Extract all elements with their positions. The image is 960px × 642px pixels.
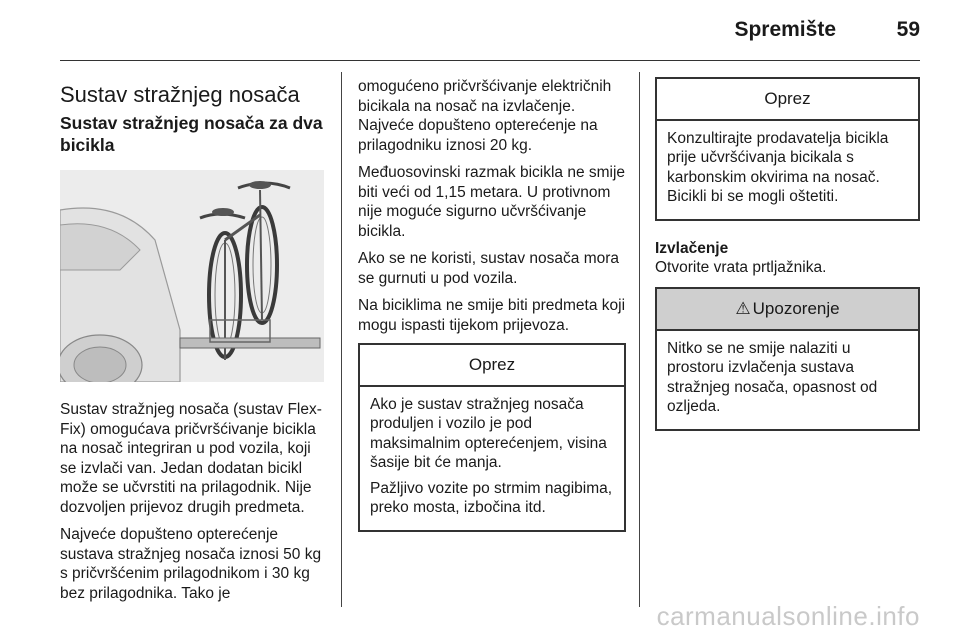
bike-carrier-illustration [60, 170, 324, 382]
chapter-title: Spremište [734, 18, 836, 41]
column-divider [639, 72, 640, 607]
column-divider [341, 72, 342, 607]
warning-title: Upozorenje [752, 299, 840, 318]
warning-body [657, 331, 918, 429]
column-1 [60, 68, 328, 611]
page-number: 59 [896, 18, 920, 41]
page-header [0, 0, 960, 60]
caution-body [360, 387, 624, 530]
caution-text: Pažljivo vozite po strmim nagibima, preko mosta, izbočina itd. [370, 479, 613, 516]
column-3 [655, 77, 920, 449]
caution-title: Oprez [360, 345, 624, 387]
warning-header [657, 289, 918, 331]
watermark: carmanualsonline.info [656, 601, 920, 631]
caution-box [655, 77, 920, 221]
paragraph: Na biciklima ne smije biti predmeta koji mogu ispasti tijekom prijevoza. [358, 297, 626, 334]
paragraph: Najveće dopušteno opterećenje sustava stražnjeg nosača iznosi 50 kg s pričvršćenim prilagodnikom i 30 kg bez prilagodnika. Tako je [60, 526, 322, 602]
header-rule [60, 60, 920, 61]
paragraph: Sustav stražnjeg nosača (sustav Flex-Fix) omogućava pričvršćivanje bicikla na nosač integriran u pod vozila, koji se izvlači van. Jedan dodatan bicikl može se učvrstiti na prilagodnik. Nije dozvoljen prijevoz drugih predmeta. [60, 401, 322, 516]
warning-box [655, 287, 920, 431]
subsection-title: Sustav stražnjeg nosača za dva bicikla [60, 113, 323, 155]
paragraph: Ako se ne koristi, sustav nosača mora se gurnuti u pod vozila. [358, 250, 620, 287]
caution-title: Oprez [657, 79, 918, 121]
caution-box [358, 343, 626, 532]
bike-carrier-drawing [60, 170, 324, 382]
caution-text: Ako je sustav stražnjeg nosača produljen i vozilo je pod maksimalnim opterećenjem, visina šasije bit će manja. [370, 395, 607, 471]
caution-text: Konzultirajte prodavatelja bicikla prije učvršćivanja bicikala s karbonskim okvirima na nosač. Bicikli bi se mogli oštetiti. [667, 129, 889, 205]
extraction-heading: Izvlačenje [655, 239, 729, 257]
section-title: Sustav stražnjeg nosača [60, 82, 300, 107]
extraction-text: Otvorite vrata prtljažnika. [655, 258, 827, 276]
paragraph: omogućeno pričvršćivanje električnih bicikala na nosač na izvlačenje. Najveće dopušteno opterećenje na prilagodniku iznosi 20 kg. [358, 78, 612, 154]
paragraph: Međuosovinski razmak bicikla ne smije biti veći od 1,15 metara. U protivnom nije moguće sigurno učvršćivanje bicikla. [358, 164, 626, 240]
caution-body [657, 121, 918, 219]
column-2 [358, 77, 626, 550]
warning-triangle-icon: ⚠ [735, 299, 751, 318]
warning-text: Nitko se ne smije nalaziti u prostoru izvlačenja sustava stražnjeg nosača, opasnost od ozljeda. [667, 339, 878, 415]
